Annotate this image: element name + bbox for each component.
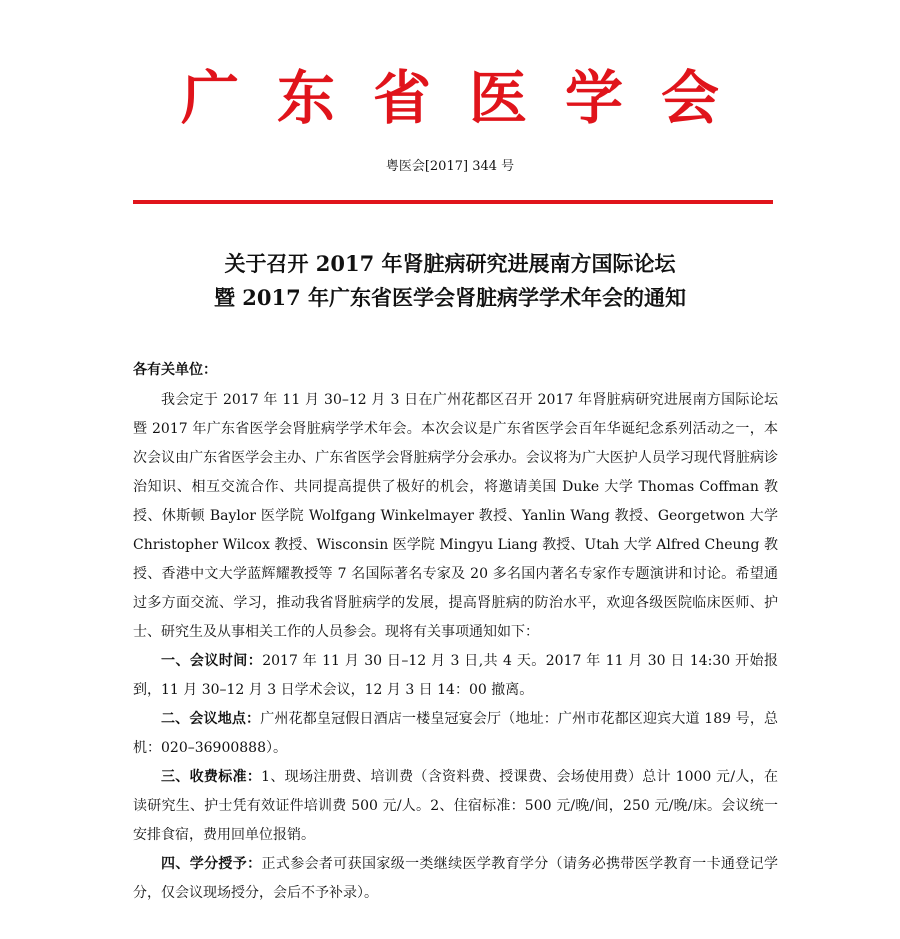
intro-paragraph: 我会定于 2017 年 11 月 30–12 月 3 日在广州花都区召开 2017 年肾脏病研究进展南方国际论坛暨 2017 年广东省医学会肾脏病学学术年会。本次会议是广东省医学会百年华诞纪念系列活动之一，本次会议由广东省医学会主办、广东省医学会肾脏病学分会承办。会议将为广大医护人员学习现代肾脏病诊治知识、相互交流合作、共同提高提供了极好的机会，将邀请美国 Duke 大学 Thomas Coffman 教授、休斯顿 Baylor 医学院 Wolfgang Winkelmayer 教授、Yanlin Wang 教授、Georgetwon 大学 Christopher Wilcox 教授、Wisconsin 医学院 Mingyu Liang 教授、Utah 大学 Alfred Cheung 教授、香港中文大学蓝辉耀教授等 7 名国际著名专家及 20 多名国内著名专家作专题演讲和讨论。希望通过多方面交流、学习，推动我省肾脏病学的发展，提高肾脏病的防治水平，欢迎各级医院临床医师、护士、研究生及从事相关工作的人员参会。现将有关事项通知如下： (133, 392, 778, 640)
section-heading: 四、学分授予： (161, 856, 262, 872)
addressee: 各有关单位： (133, 362, 217, 378)
section-text: 1、现场注册费、培训费（含资料费、授课费、会场使用费）总计 1000 元/人，在读研究生、护士凭有效证件培训费 500 元/人。2、住宿标准：500 元/晚/间，250 元/晚/床。会议统一安排食宿，费用回单位报销。 (133, 769, 778, 843)
section-fees (133, 763, 778, 850)
section-credits (133, 850, 778, 908)
section-heading: 二、会议地点： (161, 711, 261, 727)
section-text: 正式参会者可获国家级一类继续医学教育学分（请务必携带医学教育一卡通登记学分，仅会议现场授分，会后不予补录）。 (133, 856, 778, 901)
notice-body (133, 386, 778, 908)
section-text: 2017 年 11 月 30 日–12 月 3 日,共 4 天。2017 年 11 月 30 日 14:30 开始报到，11 月 30–12 月 3 日学术会议，12 月 3 日 14：00 撤离。 (133, 653, 779, 698)
section-heading: 三、收费标准： (161, 769, 262, 785)
notice-title-line-2: 暨 2017 年广东省医学会肾脏病学学术年会的通知 (213, 285, 687, 310)
section-venue (133, 705, 778, 763)
section-time (133, 647, 778, 705)
section-text: 广州花都皇冠假日酒店一楼皇冠宴会厅（地址：广州市花都区迎宾大道 189 号，总机：020–36900888）。 (133, 711, 779, 756)
masthead-title: 广东省医学会 (180, 64, 757, 132)
section-heading: 一、会议时间： (161, 653, 263, 669)
notice-title-line-1: 关于召开 2017 年肾脏病研究进展南方国际论坛 (224, 251, 676, 276)
document-number: 粤医会[2017] 344 号 (385, 159, 515, 174)
red-divider (133, 200, 773, 204)
